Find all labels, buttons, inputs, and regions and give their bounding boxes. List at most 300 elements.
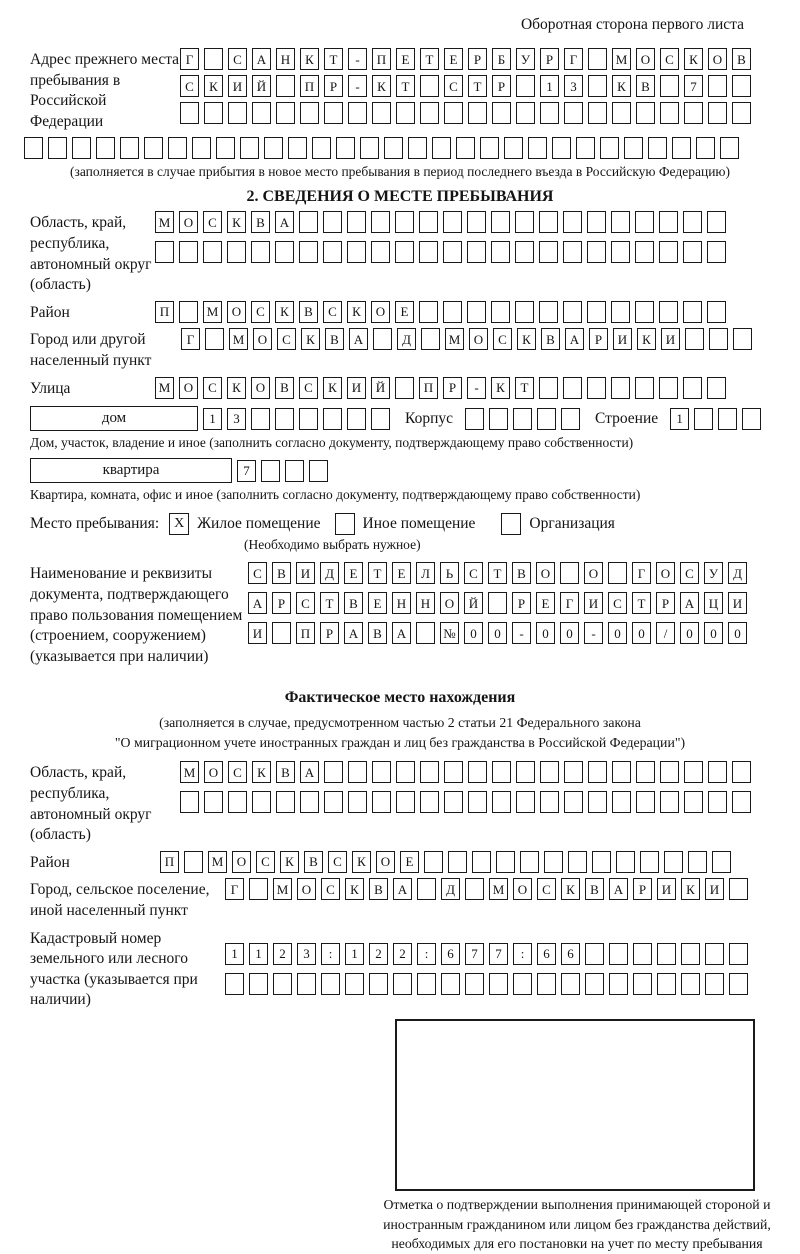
char-box[interactable]: 0	[488, 622, 507, 644]
char-box[interactable]: С	[328, 851, 347, 873]
char-box[interactable]	[729, 973, 748, 995]
char-box[interactable]: Р	[512, 592, 531, 614]
char-box[interactable]	[705, 973, 724, 995]
char-box[interactable]: №	[440, 622, 459, 644]
char-box[interactable]	[588, 761, 607, 783]
char-box[interactable]: К	[323, 377, 342, 399]
char-box[interactable]	[660, 761, 679, 783]
char-box[interactable]	[708, 791, 727, 813]
char-box[interactable]	[443, 241, 462, 263]
char-box[interactable]: 7	[465, 943, 484, 965]
char-box[interactable]: Е	[400, 851, 419, 873]
char-box[interactable]	[448, 851, 467, 873]
char-box[interactable]	[444, 791, 463, 813]
char-box[interactable]	[504, 137, 523, 159]
char-box[interactable]	[419, 301, 438, 323]
char-box[interactable]	[694, 408, 713, 430]
char-box[interactable]	[288, 137, 307, 159]
char-box[interactable]: С	[180, 75, 199, 97]
char-box[interactable]	[467, 241, 486, 263]
char-box[interactable]	[681, 973, 700, 995]
char-box[interactable]	[733, 328, 752, 350]
char-box[interactable]: В	[272, 562, 291, 584]
char-box[interactable]	[540, 761, 559, 783]
char-box[interactable]: С	[464, 562, 483, 584]
char-box[interactable]	[712, 851, 731, 873]
char-box[interactable]	[203, 241, 222, 263]
char-box[interactable]: М	[612, 48, 631, 70]
char-box[interactable]	[204, 48, 223, 70]
char-box[interactable]	[552, 137, 571, 159]
char-box[interactable]	[444, 102, 463, 124]
char-box[interactable]	[659, 241, 678, 263]
char-box[interactable]: В	[585, 878, 604, 900]
char-box[interactable]	[636, 102, 655, 124]
char-box[interactable]	[347, 211, 366, 233]
char-box[interactable]	[192, 137, 211, 159]
char-box[interactable]	[708, 102, 727, 124]
char-box[interactable]	[491, 211, 510, 233]
char-box[interactable]: Р	[633, 878, 652, 900]
char-box[interactable]: И	[228, 75, 247, 97]
char-box[interactable]: С	[203, 377, 222, 399]
char-box[interactable]: С	[228, 761, 247, 783]
char-box[interactable]	[684, 791, 703, 813]
char-box[interactable]: Й	[464, 592, 483, 614]
char-box[interactable]	[516, 102, 535, 124]
char-box[interactable]: М	[155, 377, 174, 399]
char-box[interactable]: М	[208, 851, 227, 873]
apartment-type-box[interactable]: квартира	[30, 458, 232, 483]
char-box[interactable]: К	[352, 851, 371, 873]
char-box[interactable]: В	[275, 377, 294, 399]
char-box[interactable]: О	[251, 377, 270, 399]
char-box[interactable]: С	[680, 562, 699, 584]
char-box[interactable]	[720, 137, 739, 159]
char-box[interactable]	[729, 943, 748, 965]
char-box[interactable]: А	[349, 328, 368, 350]
char-box[interactable]	[321, 973, 340, 995]
char-box[interactable]: Г	[181, 328, 200, 350]
char-box[interactable]	[324, 791, 343, 813]
char-box[interactable]	[225, 973, 244, 995]
char-box[interactable]: Д	[397, 328, 416, 350]
checkbox-other-premises[interactable]	[335, 513, 355, 535]
char-box[interactable]: Г	[632, 562, 651, 584]
char-box[interactable]: О	[179, 211, 198, 233]
char-box[interactable]	[563, 377, 582, 399]
char-box[interactable]: К	[345, 878, 364, 900]
char-box[interactable]	[612, 791, 631, 813]
char-box[interactable]	[588, 791, 607, 813]
char-box[interactable]	[324, 102, 343, 124]
char-box[interactable]: В	[541, 328, 560, 350]
char-box[interactable]	[420, 791, 439, 813]
char-box[interactable]: Л	[416, 562, 435, 584]
char-box[interactable]: С	[277, 328, 296, 350]
char-box[interactable]	[472, 851, 491, 873]
char-box[interactable]	[609, 973, 628, 995]
char-box[interactable]: Ц	[704, 592, 723, 614]
char-box[interactable]: 1	[670, 408, 689, 430]
char-box[interactable]: Т	[515, 377, 534, 399]
char-box[interactable]	[144, 137, 163, 159]
char-box[interactable]	[635, 301, 654, 323]
char-box[interactable]	[347, 408, 366, 430]
char-box[interactable]: К	[372, 75, 391, 97]
char-box[interactable]	[179, 241, 198, 263]
char-box[interactable]: В	[369, 878, 388, 900]
char-box[interactable]: 0	[608, 622, 627, 644]
char-box[interactable]	[419, 211, 438, 233]
char-box[interactable]	[708, 761, 727, 783]
char-box[interactable]	[299, 211, 318, 233]
char-box[interactable]	[48, 137, 67, 159]
char-box[interactable]	[587, 377, 606, 399]
char-box[interactable]: П	[300, 75, 319, 97]
char-box[interactable]: К	[561, 878, 580, 900]
char-box[interactable]: -	[348, 75, 367, 97]
char-box[interactable]: О	[253, 328, 272, 350]
char-box[interactable]: Т	[632, 592, 651, 614]
char-box[interactable]	[635, 377, 654, 399]
stamp-area[interactable]	[395, 1019, 755, 1191]
char-box[interactable]	[416, 622, 435, 644]
char-box[interactable]	[683, 377, 702, 399]
char-box[interactable]: В	[636, 75, 655, 97]
char-box[interactable]: 1	[225, 943, 244, 965]
char-box[interactable]	[660, 102, 679, 124]
char-box[interactable]: В	[368, 622, 387, 644]
char-box[interactable]: Й	[371, 377, 390, 399]
char-box[interactable]: С	[248, 562, 267, 584]
char-box[interactable]: Г	[225, 878, 244, 900]
char-box[interactable]	[336, 137, 355, 159]
char-box[interactable]	[588, 75, 607, 97]
char-box[interactable]: П	[155, 301, 174, 323]
char-box[interactable]: О	[227, 301, 246, 323]
char-box[interactable]: Т	[320, 592, 339, 614]
char-box[interactable]	[441, 973, 460, 995]
char-box[interactable]	[515, 211, 534, 233]
char-box[interactable]	[515, 241, 534, 263]
char-box[interactable]	[561, 973, 580, 995]
char-box[interactable]	[672, 137, 691, 159]
char-box[interactable]: Г	[560, 592, 579, 614]
char-box[interactable]: К	[227, 377, 246, 399]
char-box[interactable]	[491, 301, 510, 323]
char-box[interactable]: О	[376, 851, 395, 873]
char-box[interactable]	[732, 791, 751, 813]
char-box[interactable]	[587, 301, 606, 323]
char-box[interactable]: О	[636, 48, 655, 70]
char-box[interactable]: Д	[728, 562, 747, 584]
char-box[interactable]	[539, 301, 558, 323]
char-box[interactable]	[659, 377, 678, 399]
char-box[interactable]	[251, 408, 270, 430]
char-box[interactable]	[249, 878, 268, 900]
char-box[interactable]	[592, 851, 611, 873]
char-box[interactable]: 0	[680, 622, 699, 644]
char-box[interactable]	[285, 460, 304, 482]
char-box[interactable]: О	[469, 328, 488, 350]
char-box[interactable]	[467, 301, 486, 323]
char-box[interactable]	[561, 408, 580, 430]
char-box[interactable]: Т	[324, 48, 343, 70]
char-box[interactable]	[432, 137, 451, 159]
checkbox-organization[interactable]	[501, 513, 521, 535]
char-box[interactable]	[708, 75, 727, 97]
char-box[interactable]	[300, 102, 319, 124]
char-box[interactable]: Е	[395, 301, 414, 323]
char-box[interactable]: Е	[368, 592, 387, 614]
char-box[interactable]	[528, 137, 547, 159]
char-box[interactable]: Т	[396, 75, 415, 97]
char-box[interactable]: В	[251, 211, 270, 233]
char-box[interactable]	[299, 408, 318, 430]
char-box[interactable]	[204, 102, 223, 124]
char-box[interactable]	[587, 211, 606, 233]
char-box[interactable]: О	[708, 48, 727, 70]
char-box[interactable]	[120, 137, 139, 159]
char-box[interactable]: А	[275, 211, 294, 233]
char-box[interactable]: Р	[589, 328, 608, 350]
char-box[interactable]: 6	[441, 943, 460, 965]
char-box[interactable]: О	[204, 761, 223, 783]
char-box[interactable]	[421, 328, 440, 350]
char-box[interactable]: М	[155, 211, 174, 233]
char-box[interactable]: :	[417, 943, 436, 965]
char-box[interactable]	[659, 301, 678, 323]
char-box[interactable]	[612, 102, 631, 124]
char-box[interactable]: 7	[237, 460, 256, 482]
char-box[interactable]: 2	[369, 943, 388, 965]
char-box[interactable]	[732, 102, 751, 124]
char-box[interactable]: О	[371, 301, 390, 323]
char-box[interactable]: 0	[704, 622, 723, 644]
char-box[interactable]: И	[728, 592, 747, 614]
char-box[interactable]: К	[252, 761, 271, 783]
char-box[interactable]	[72, 137, 91, 159]
char-box[interactable]	[300, 791, 319, 813]
char-box[interactable]	[489, 408, 508, 430]
char-box[interactable]: 1	[203, 408, 222, 430]
char-box[interactable]	[707, 301, 726, 323]
char-box[interactable]	[420, 102, 439, 124]
char-box[interactable]: А	[248, 592, 267, 614]
char-box[interactable]	[276, 791, 295, 813]
char-box[interactable]: П	[372, 48, 391, 70]
char-box[interactable]	[683, 211, 702, 233]
char-box[interactable]	[396, 761, 415, 783]
char-box[interactable]	[516, 761, 535, 783]
char-box[interactable]	[348, 761, 367, 783]
char-box[interactable]: Т	[488, 562, 507, 584]
char-box[interactable]	[520, 851, 539, 873]
char-box[interactable]	[393, 973, 412, 995]
char-box[interactable]	[252, 791, 271, 813]
char-box[interactable]: :	[513, 943, 532, 965]
char-box[interactable]	[587, 241, 606, 263]
char-box[interactable]	[372, 761, 391, 783]
char-box[interactable]	[635, 211, 654, 233]
char-box[interactable]	[465, 878, 484, 900]
char-box[interactable]: Р	[540, 48, 559, 70]
char-box[interactable]	[444, 761, 463, 783]
char-box[interactable]	[492, 102, 511, 124]
char-box[interactable]	[272, 622, 291, 644]
char-box[interactable]	[24, 137, 43, 159]
char-box[interactable]: Е	[536, 592, 555, 614]
char-box[interactable]	[585, 973, 604, 995]
char-box[interactable]	[491, 241, 510, 263]
char-box[interactable]	[184, 851, 203, 873]
char-box[interactable]	[659, 211, 678, 233]
char-box[interactable]	[371, 211, 390, 233]
char-box[interactable]: С	[203, 211, 222, 233]
char-box[interactable]	[395, 377, 414, 399]
char-box[interactable]	[537, 973, 556, 995]
char-box[interactable]	[513, 973, 532, 995]
char-box[interactable]: К	[491, 377, 510, 399]
char-box[interactable]: К	[681, 878, 700, 900]
char-box[interactable]: -	[584, 622, 603, 644]
char-box[interactable]: М	[180, 761, 199, 783]
char-box[interactable]: И	[661, 328, 680, 350]
char-box[interactable]: 3	[564, 75, 583, 97]
char-box[interactable]	[299, 241, 318, 263]
char-box[interactable]: А	[609, 878, 628, 900]
char-box[interactable]	[560, 562, 579, 584]
char-box[interactable]	[633, 973, 652, 995]
char-box[interactable]	[468, 761, 487, 783]
char-box[interactable]: 0	[536, 622, 555, 644]
char-box[interactable]: И	[705, 878, 724, 900]
char-box[interactable]: 0	[560, 622, 579, 644]
char-box[interactable]: К	[517, 328, 536, 350]
char-box[interactable]: П	[419, 377, 438, 399]
char-box[interactable]	[492, 761, 511, 783]
char-box[interactable]: О	[297, 878, 316, 900]
char-box[interactable]: У	[704, 562, 723, 584]
char-box[interactable]	[537, 408, 556, 430]
char-box[interactable]: Е	[396, 48, 415, 70]
char-box[interactable]: 1	[345, 943, 364, 965]
char-box[interactable]: -	[348, 48, 367, 70]
char-box[interactable]	[539, 211, 558, 233]
char-box[interactable]	[696, 137, 715, 159]
char-box[interactable]: А	[344, 622, 363, 644]
char-box[interactable]	[417, 878, 436, 900]
char-box[interactable]	[275, 241, 294, 263]
char-box[interactable]	[688, 851, 707, 873]
char-box[interactable]: А	[300, 761, 319, 783]
char-box[interactable]	[633, 943, 652, 965]
char-box[interactable]	[611, 211, 630, 233]
char-box[interactable]: С	[299, 377, 318, 399]
char-box[interactable]: Б	[492, 48, 511, 70]
char-box[interactable]: О	[656, 562, 675, 584]
char-box[interactable]	[657, 973, 676, 995]
char-box[interactable]: В	[732, 48, 751, 70]
char-box[interactable]: К	[612, 75, 631, 97]
char-box[interactable]	[576, 137, 595, 159]
house-type-box[interactable]: дом	[30, 406, 198, 431]
char-box[interactable]	[564, 791, 583, 813]
char-box[interactable]	[347, 241, 366, 263]
char-box[interactable]: Р	[468, 48, 487, 70]
char-box[interactable]	[496, 851, 515, 873]
char-box[interactable]	[707, 211, 726, 233]
char-box[interactable]: /	[656, 622, 675, 644]
char-box[interactable]: Е	[344, 562, 363, 584]
char-box[interactable]: О	[232, 851, 251, 873]
char-box[interactable]: О	[179, 377, 198, 399]
char-box[interactable]	[465, 408, 484, 430]
char-box[interactable]: А	[392, 622, 411, 644]
char-box[interactable]	[408, 137, 427, 159]
char-box[interactable]: 2	[393, 943, 412, 965]
char-box[interactable]	[275, 408, 294, 430]
char-box[interactable]	[261, 460, 280, 482]
char-box[interactable]	[616, 851, 635, 873]
char-box[interactable]	[240, 137, 259, 159]
char-box[interactable]: А	[393, 878, 412, 900]
char-box[interactable]	[216, 137, 235, 159]
char-box[interactable]: Д	[441, 878, 460, 900]
char-box[interactable]	[345, 973, 364, 995]
char-box[interactable]: Т	[468, 75, 487, 97]
char-box[interactable]	[420, 761, 439, 783]
char-box[interactable]: К	[684, 48, 703, 70]
char-box[interactable]	[273, 973, 292, 995]
char-box[interactable]: П	[296, 622, 315, 644]
char-box[interactable]: О	[536, 562, 555, 584]
char-box[interactable]: С	[608, 592, 627, 614]
char-box[interactable]: К	[280, 851, 299, 873]
char-box[interactable]	[539, 241, 558, 263]
char-box[interactable]	[609, 943, 628, 965]
char-box[interactable]	[420, 75, 439, 97]
char-box[interactable]	[373, 328, 392, 350]
char-box[interactable]	[323, 408, 342, 430]
char-box[interactable]	[395, 241, 414, 263]
char-box[interactable]	[323, 211, 342, 233]
char-box[interactable]: А	[252, 48, 271, 70]
char-box[interactable]	[324, 761, 343, 783]
char-box[interactable]	[681, 943, 700, 965]
char-box[interactable]: А	[680, 592, 699, 614]
char-box[interactable]: С	[537, 878, 556, 900]
char-box[interactable]: Р	[320, 622, 339, 644]
char-box[interactable]	[180, 791, 199, 813]
char-box[interactable]: Т	[420, 48, 439, 70]
char-box[interactable]	[540, 102, 559, 124]
char-box[interactable]	[608, 562, 627, 584]
char-box[interactable]: С	[493, 328, 512, 350]
char-box[interactable]: В	[304, 851, 323, 873]
char-box[interactable]: С	[251, 301, 270, 323]
char-box[interactable]: С	[321, 878, 340, 900]
char-box[interactable]	[515, 301, 534, 323]
char-box[interactable]: 2	[273, 943, 292, 965]
char-box[interactable]	[276, 102, 295, 124]
char-box[interactable]: В	[512, 562, 531, 584]
char-box[interactable]	[297, 973, 316, 995]
char-box[interactable]	[660, 791, 679, 813]
char-box[interactable]	[396, 791, 415, 813]
char-box[interactable]: О	[584, 562, 603, 584]
